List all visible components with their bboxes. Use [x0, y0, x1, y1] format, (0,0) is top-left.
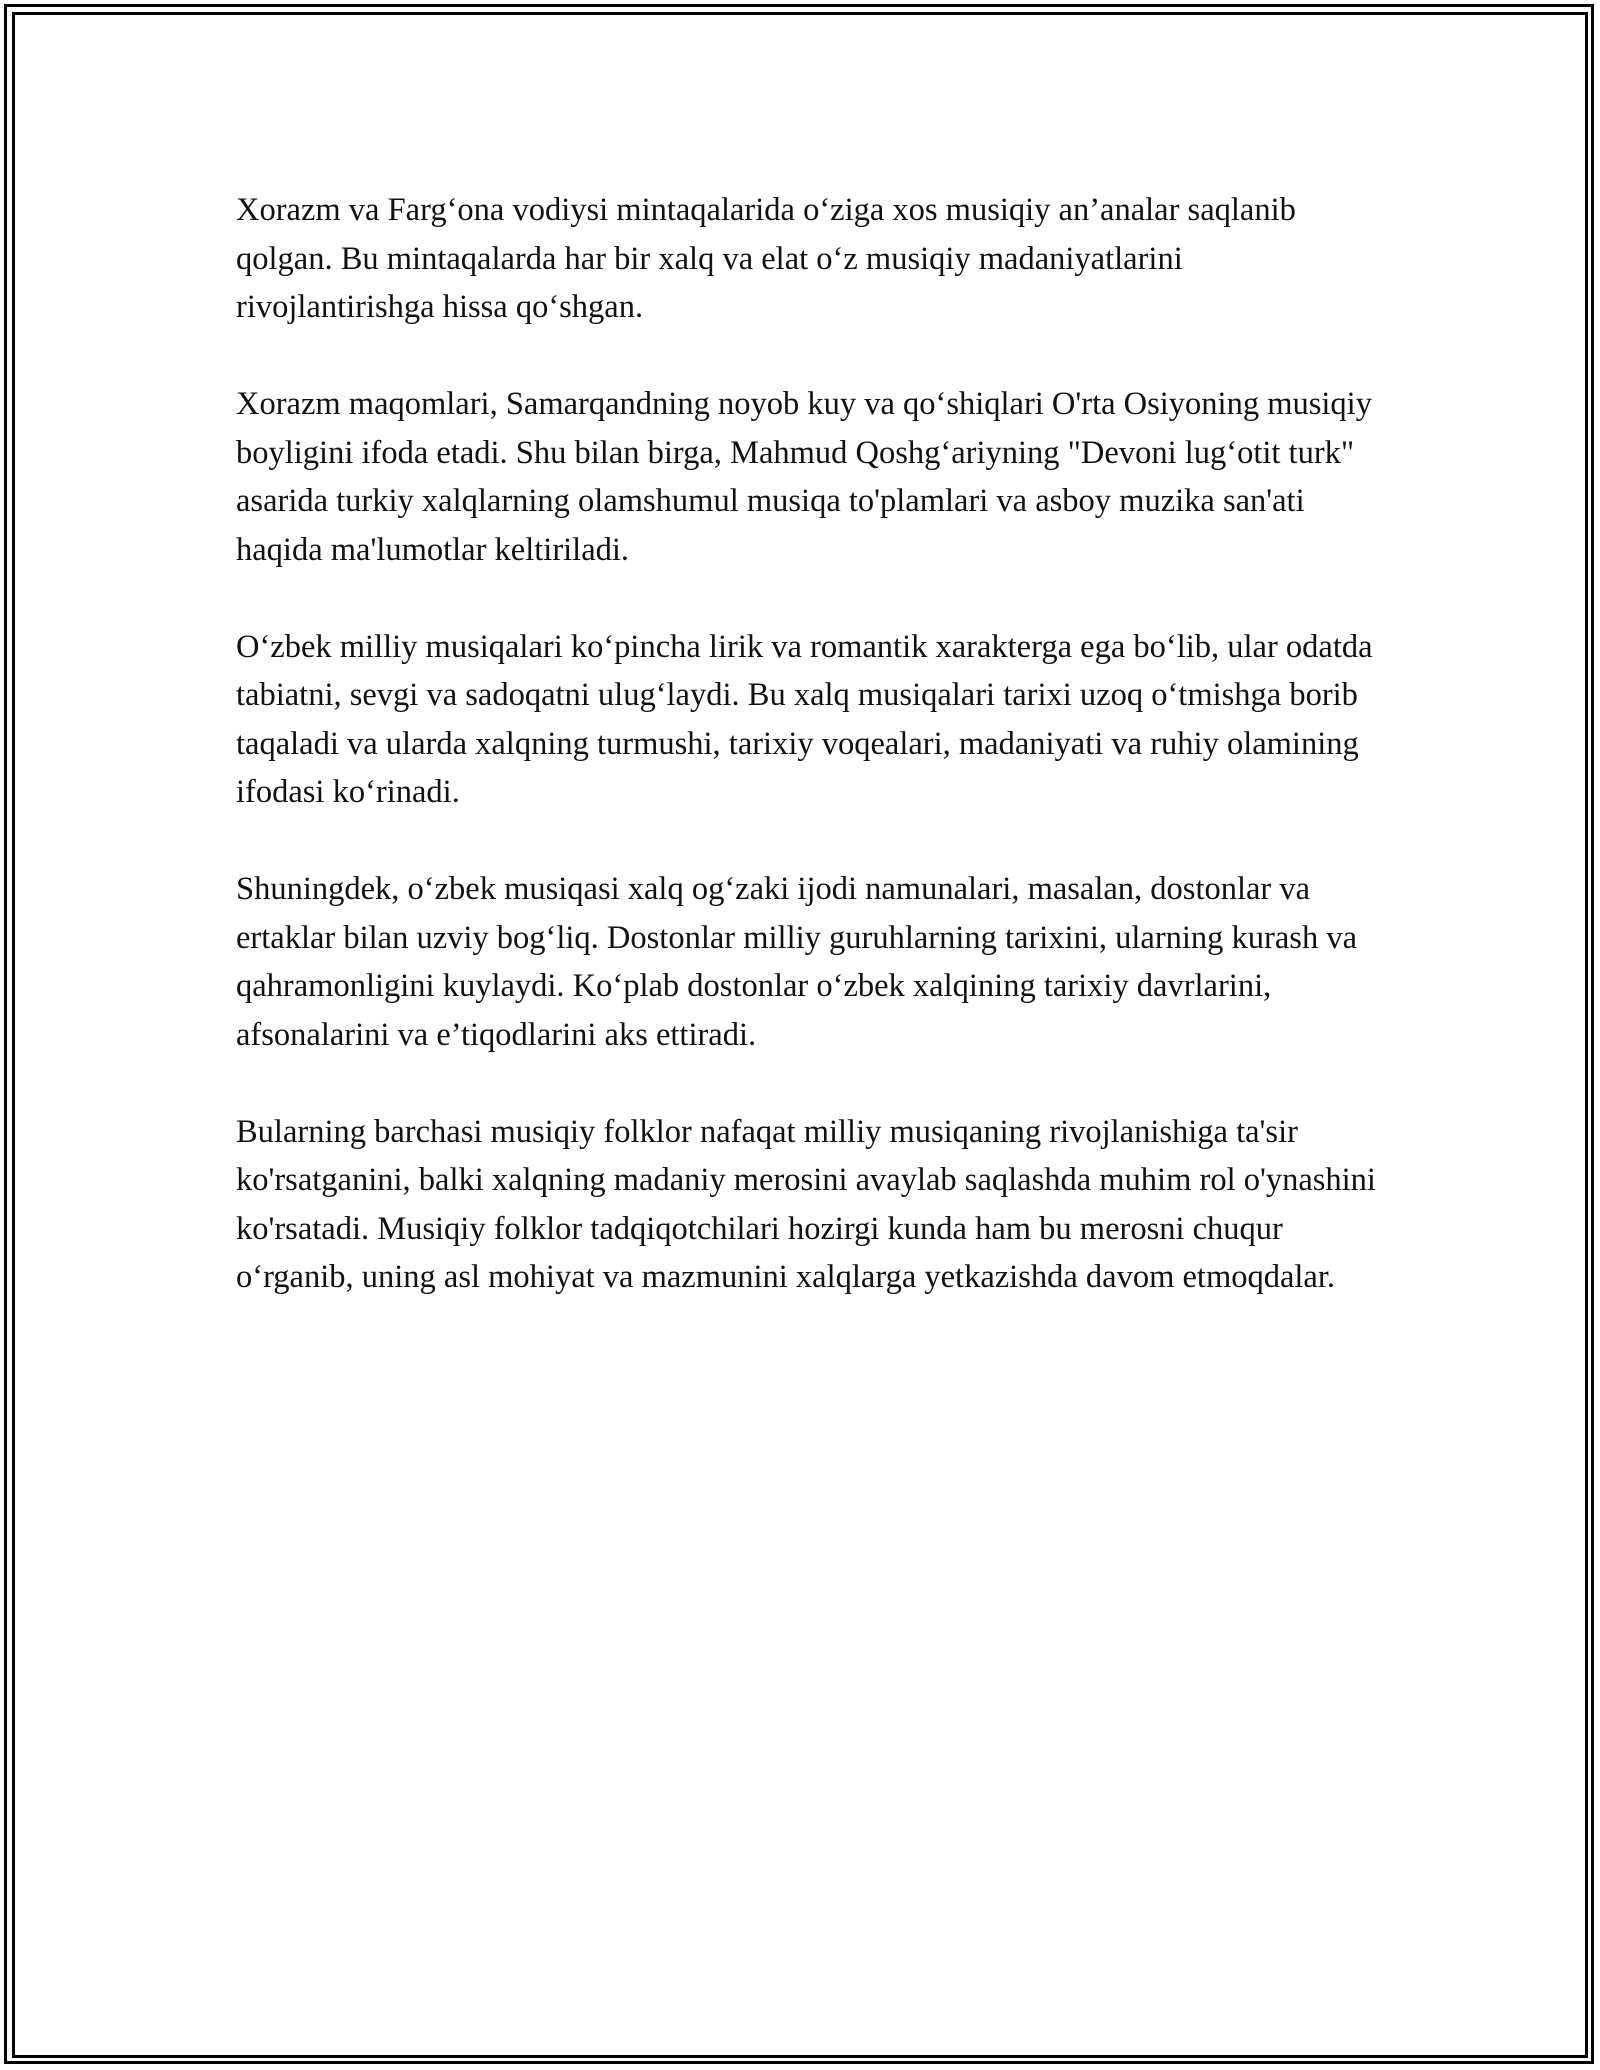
paragraph-2: Xorazm maqomlari, Samarqandning noyob kuy va qo‘shiqlari O'rta Osiyoning musiqiy boyligini ifoda etadi. Shu bilan birga, Mahmud Qoshg‘ariyning "Devoni lug‘otit turk" asarida turkiy xalqlarning olamshumul musiqa to'plamlari va asboy muzika san'ati haqida ma'lumotlar keltiriladi. — [236, 386, 1372, 568]
document-body — [236, 186, 1386, 1350]
paragraph-1: Xorazm va Farg‘ona vodiysi mintaqalarida o‘ziga xos musiqiy an’analar saqlanib qolgan. Bu mintaqalarda har bir xalq va elat o‘z musiqiy madaniyatlarini rivojlantirishga hissa qo‘shgan. — [236, 192, 1296, 325]
paragraph-5: Bularning barchasi musiqiy folklor nafaqat milliy musiqaning rivojlanishiga ta'sir ko'rsatganini, balki xalqning madaniy merosini avaylab saqlashda muhim rol o'ynashini ko'rsatadi. Musiqiy folklor tadqiqotchilari hozirgi kunda ham bu merosni chuqur o‘rganib, uning asl mohiyat va mazmunini xalqlarga yetkazishda davom etmoqdalar. — [236, 1113, 1376, 1295]
paragraph-4: Shuningdek, o‘zbek musiqasi xalq og‘zaki ijodi namunalari, masalan, dostonlar va ertaklar bilan uzviy bog‘liq. Dostonlar milliy guruhlarning tarixini, ularning kurash va qahramonligini kuylaydi. Ko‘plab dostonlar o‘zbek xalqining tarixiy davrlarini, afsonalarini va e’tiqodlarini aks ettiradi. — [236, 871, 1357, 1053]
paragraph-3: O‘zbek milliy musiqalari ko‘pincha lirik va romantik xarakterga ega bo‘lib, ular odatda tabiatni, sevgi va sadoqatni ulug‘laydi. Bu xalq musiqalari tarixi uzoq o‘tmishga borib taqaladi va ularda xalqning turmushi, tarixiy voqealari, madaniyati va ruhiy olamining ifodasi ko‘rinadi. — [236, 628, 1373, 810]
